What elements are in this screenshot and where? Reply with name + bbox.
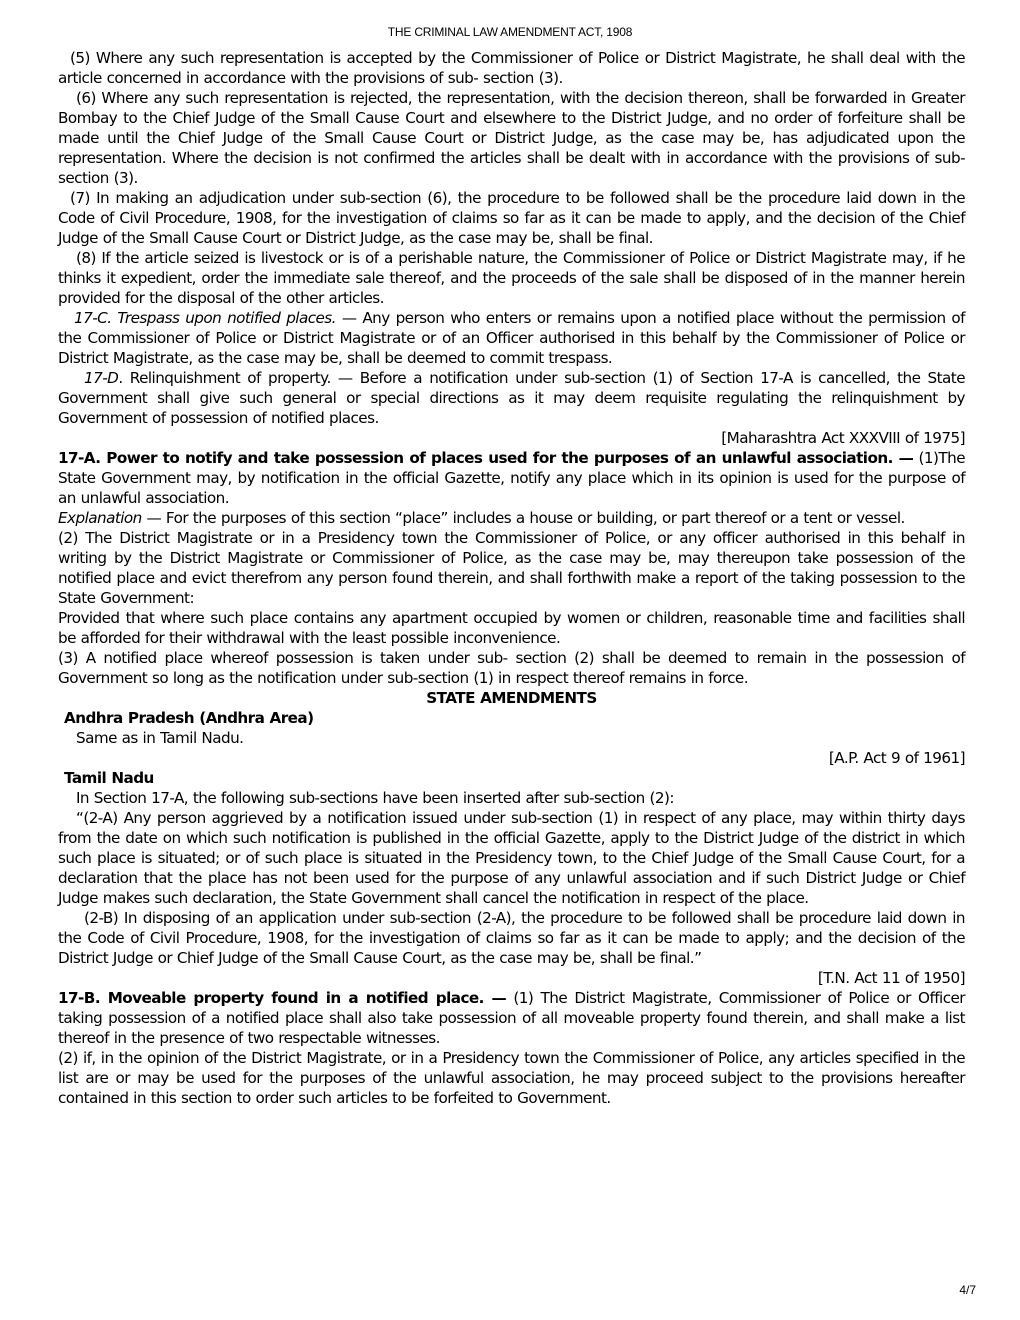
- section-17a-sub-3: (3) A notified place whereof possession is taken under sub- section (2) shall be deemed to remain in the possession of Government so long as the notification under sub-section (1) in respect thereof remains in force.: [58, 649, 965, 687]
- section-17b-title: 17-B. Moveable property found in a notified place. —: [58, 989, 507, 1007]
- paragraph-sub-8: (8) If the article seized is livestock or is of a perishable nature, the Commissioner of Police or District Magistrate may, if he thinks it expedient, order the immediate sale thereof, and the proceeds of the sale shall be disposed of in the manner herein provided for the disposal of the other articles.: [58, 249, 965, 307]
- andhra-pradesh-citation: [A.P. Act 9 of 1961]: [828, 749, 965, 767]
- section-17d-number: 17-D: [84, 369, 119, 387]
- paragraph-sub-6: (6) Where any such representation is rejected, the representation, with the decision thereon, shall be forwarded in Greater Bombay to the Chief Judge of the Small Cause Court and elsewhere to the District Judge, and no order of forfeiture shall be made until the Chief Judge of the Small Cause Court or District Judge, as the case may be, has adjudicated upon the representation. Where the decision is not confirmed the articles shall be dealt with in accordance with the provisions of sub- section (3).: [58, 89, 965, 187]
- section-17c-title: 17-C. Trespass upon notified places.: [74, 309, 336, 327]
- section-17a: [58, 448, 965, 508]
- section-17a-title: 17-A. Power to notify and take possession of places used for the purposes of an unlawful association. —: [58, 449, 914, 467]
- section-17c: [58, 308, 965, 368]
- section-17a-sub-1: (1)The State Government may, by notification in the official Gazette, notify any place which in its opinion is used for the purpose of an unlawful association.: [58, 449, 965, 507]
- explanation: [58, 508, 965, 528]
- page-header-title: THE CRIMINAL LAW AMENDMENT ACT, 1908: [387, 25, 633, 39]
- paragraph-sub-5: (5) Where any such representation is accepted by the Commissioner of Police or District Magistrate, he shall deal with the article concerned in accordance with the provisions of sub- section (3).: [58, 49, 965, 87]
- state-andhra-pradesh-heading: Andhra Pradesh (Andhra Area): [64, 709, 314, 727]
- document-body: [58, 48, 965, 1108]
- explanation-label: Explanation: [58, 509, 142, 527]
- maharashtra-citation: [Maharashtra Act XXXVIII of 1975]: [721, 429, 965, 447]
- tamil-nadu-citation: [T.N. Act 11 of 1950]: [817, 969, 965, 987]
- section-17c-body: — Any person who enters or remains upon a notified place without the permission of the Commissioner of Police or District Magistrate or of an Officer authorised in this behalf by the Commissioner of Police or District Magistrate, as the case may be, shall be deemed to commit trespass.: [58, 309, 965, 367]
- section-17d-body: . Relinquishment of property. — Before a notification under sub-section (1) of Section 17-A is cancelled, the State Government shall give such general or special directions as it may deem requisite regulating the relinquishment by Government of possession of notified places.: [58, 369, 965, 427]
- tamil-nadu-sub-2a: “(2-A) Any person aggrieved by a notification issued under sub-section (1) in respect of any place, may within thirty days from the date on which such notification is published in the official Gazette, apply to the District Judge of the district in which such place is situated; or of such place is situated in the Presidency town, to the Chief Judge of the Small Cause Court, for a declaration that the place has not been used for the purpose of any unlawful association and if such District Judge or Chief Judge makes such declaration, the State Government shall cancel the notification in respect of the place.: [58, 809, 965, 907]
- andhra-pradesh-text: Same as in Tamil Nadu.: [76, 729, 244, 747]
- tamil-nadu-sub-2b: (2-B) In disposing of an application under sub-section (2-A), the procedure to be followed shall be procedure laid down in the Code of Civil Procedure, 1908, for the investigation of claims so far as it can be made to apply; and the decision of the District Judge or Chief Judge of the Small Cause Court, as the case may be, shall be final.”: [58, 909, 965, 967]
- section-17a-sub-2: (2) The District Magistrate or in a Presidency town the Commissioner of Police, or any officer authorised in this behalf in writing by the District Magistrate or Commissioner of Police, as the case may be, may thereupon take possession of the notified place and evict therefrom any person found therein, and shall forthwith make a report of the taking possession to the State Government:: [58, 529, 965, 607]
- proviso: Provided that where such place contains any apartment occupied by women or children, reasonable time and facilities shall be afforded for their withdrawal with the least possible inconvenience.: [58, 609, 965, 647]
- state-tamil-nadu-heading: Tamil Nadu: [64, 769, 154, 787]
- tamil-nadu-intro: In Section 17-A, the following sub-sections have been inserted after sub-section (2):: [76, 789, 674, 807]
- state-amendments-heading: STATE AMENDMENTS: [426, 689, 597, 707]
- section-17b: [58, 988, 965, 1048]
- explanation-body: — For the purposes of this section “place” includes a house or building, or part thereof or a tent or vessel.: [141, 509, 905, 527]
- section-17b-sub-2: (2) if, in the opinion of the District Magistrate, or in a Presidency town the Commissioner of Police, any articles specified in the list are or may be used for the purposes of the unlawful association, he may proceed subject to the provisions hereafter contained in this section to order such articles to be forfeited to Government.: [58, 1049, 965, 1107]
- paragraph-sub-7: (7) In making an adjudication under sub-section (6), the procedure to be followed shall be the procedure laid down in the Code of Civil Procedure, 1908, for the investigation of claims so far as it can be made to apply, and the decision of the Chief Judge of the Small Cause Court or District Judge, as the case may be, shall be final.: [58, 189, 965, 247]
- page-number: 4/7: [959, 1283, 976, 1297]
- section-17b-sub-1: (1) The District Magistrate, Commissioner of Police or Officer taking possession of a notified place shall also take possession of all moveable property found therein, and shall make a list thereof in the presence of two respectable witnesses.: [58, 989, 965, 1047]
- section-17d: [58, 368, 965, 428]
